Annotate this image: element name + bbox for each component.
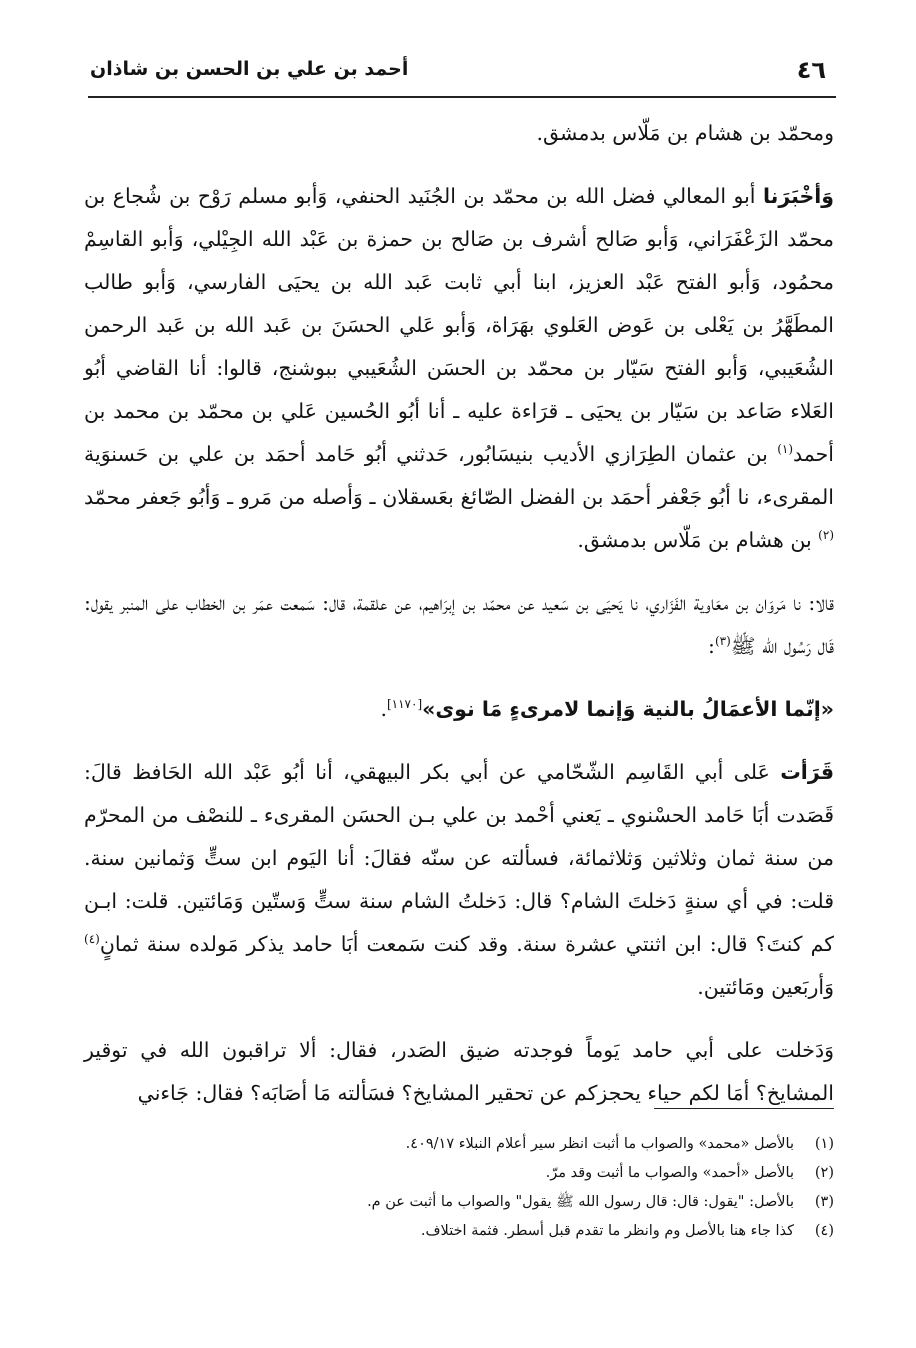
- paragraph-lead-word: قَرَأت: [780, 760, 834, 784]
- footnote-marker: (١): [777, 442, 794, 457]
- hadith-text: «إنّما الأعمَالُ بالنية وَإنما لامرىءٍ مَا نوى»: [422, 697, 834, 721]
- footnote-text: بالأصل: "يقول: قال: قال رسول الله ﷺ يقول" والصواب ما أثبت عن م.: [367, 1194, 794, 1210]
- footnote-number: (٣): [814, 1194, 834, 1210]
- paragraph-lead-word: وَأخْبَرَنا: [762, 184, 834, 208]
- footnote-number: (١): [814, 1136, 834, 1152]
- footnote: [84, 1217, 834, 1246]
- footnote-marker: (٢): [818, 528, 834, 543]
- paragraph-text: بن هشام بن مَلّاس بدمشق.: [577, 528, 819, 552]
- paragraph-text: :: [708, 634, 715, 658]
- paragraph-text: وَدَخلت على أبي حامد يَوماً فوجدته ضيق الصَدر، فقال: ألا تراقبون الله في توقير المشايخ؟ أمَا لكم حياء يحجزكم عن تحقير المشايخ؟ فسَألته مَا أصَابَه؟ فقال: جَاءني: [84, 1038, 834, 1105]
- footnote-marker: (٣): [714, 634, 731, 649]
- footnote-text: بالأصل «محمد» والصواب ما أثبت انظر سير أعلام النبلاء ٤٠٩/١٧.: [405, 1136, 794, 1152]
- footnote-text: بالأصل «أحمد» والصواب ما أثبت وقد مرّ.: [545, 1165, 794, 1181]
- paragraph-text: وَأربَعين ومَائتين.: [697, 975, 834, 999]
- paragraph-1: [84, 112, 834, 155]
- footnote-number: (٤): [814, 1223, 834, 1239]
- paragraph-text: عَلى أبي القَاسِم الشّحّامي عن أبي بكر البيهقي، أنا أبُو عَبْد الله الحَافظ قالَ: قَصَدت أبَا حَامد الحسْنوي ـ يَعني أحْمد بن علي بـن الحسَن المقرىء ـ للنصْف من المحرّم من سنة ثمان وثلاثين وَثلاثمائة، فسألته عن سنّه فقالَ: أنا اليَوم ابن ستٍّ وَثمانين سنة. قلت: في أي سنةٍ دَخلتَ الشام؟ قال: دَخلتُ الشام سنة ستٍّ وَستّين وَمَائتين. قلت: ابـن كم كنتَ؟ قال: ابن اثنتي عشرة سنة. وقد كنت سَمعت أبَا حامد يذكر مَولده سنة ثمانٍ: [84, 760, 834, 956]
- paragraph-text: أبو المعالي فضل الله بن محمّد بن الجُنَيد الحنفي، وَأبو مسلم رَوْح بن شُجاع بن محمّد الزَعْفَرَاني، وَأبو صَالح أشرف بن صَالح بن حمزة بن عَبْد الله الجِيْلي، وَأبو القاسِمْ محمُود، وَأبو الفتح عَبْد العزيز، ابنا أبي ثابت عَبد الله بن يحيَى الفارسي، وَأبو طالب المطَهَّرُ بن يَعْلى بن عَوض العَلوي بهَرَاة، وَأبو عَلي الحسَنَ بن عَبد الله بن عَبد الرحمن الشُعَيبي، وَأبو الفتح سَيّار بن محمّد بن الحسَن الشُعَيبي ببوشنج، قالوا: أنا القاضي أبُو العَلاء صَاعد بن سَيّار بن يحيَى ـ قرَاءة عليه ـ أنا أبُو الحُسين عَلي بن محمّد بن محمد بن أحمد: [84, 184, 834, 466]
- paragraph-text: بن عثمان الطِرَازي الأديب بنيسَابُور، حَدثني أبُو حَامد أحمَد بن علي بن حَسنوَية المقرىء، نا أبُو جَعْفر أحمَد بن الفضل الصّائغ بعَسقلان ـ وَأصله من مَرو ـ وَأبُو جَعفر محمّد: [84, 442, 834, 509]
- paragraph-text: قالا: نا مَروَان بن معَاوية الفَزَاري، نا يَحيَى بن سَعيد عن محمّد بن إبرَاهيم، عن علقمة، قال: سَمعت عمَر بن الخطاب على المنبر يقول: قَال رَسُول الله ﷺ: [84, 591, 834, 658]
- page-header: [88, 52, 836, 98]
- paragraph-5: [84, 751, 834, 1009]
- footnote-divider: [654, 1108, 834, 1109]
- footnote-marker: (٤): [84, 932, 100, 947]
- main-text: [84, 112, 834, 1135]
- paragraph-2: [84, 175, 834, 562]
- hadith-end: .: [380, 697, 387, 721]
- footnote-number: (٢): [814, 1165, 834, 1181]
- page-number: ٤٦: [796, 56, 826, 84]
- hadith-quote: [84, 688, 834, 731]
- footnote: [84, 1188, 834, 1217]
- footnote-text: كذا جاء هنا بالأصل وم وانظر ما تقدم قبل أسطر. فثمة اختلاف.: [420, 1223, 794, 1239]
- paragraph-text: ومحمّد بن هشام بن مَلّاس بدمشق.: [536, 121, 834, 145]
- hadith-reference: [١١٧٠]: [386, 697, 423, 712]
- paragraph-3: [84, 582, 834, 668]
- footnote: [84, 1130, 834, 1159]
- footnotes: [84, 1130, 834, 1246]
- running-title: أحمد بن علي بن الحسن بن شاذان: [90, 58, 409, 80]
- footnote: [84, 1159, 834, 1188]
- paragraph-6: [84, 1029, 834, 1115]
